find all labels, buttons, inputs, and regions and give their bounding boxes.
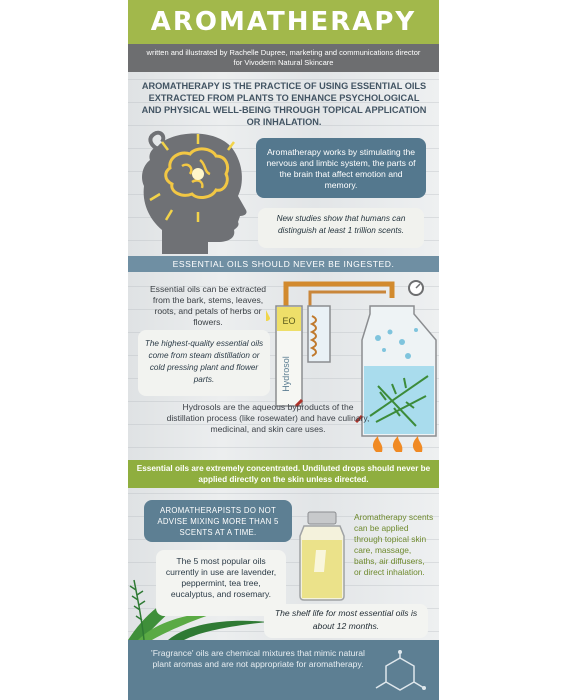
intro-statement: AROMATHERAPY IS THE PRACTICE OF USING ESSENTIAL OILS EXTRACTED FROM PLANTS TO ENHANCE PSYCHOLOGICAL AND PHYSICAL WELL-BEING THROUGH TOPICAL APPLICATION OR INHALATION. (141, 81, 427, 127)
trillion-scents-bubble: New studies show that humans can distinguish at least 1 trillion scents. (258, 208, 424, 248)
oil-drop-icon (266, 310, 270, 321)
eo-label: EO (282, 316, 296, 326)
mixing-advice-bubble: AROMATHERAPISTS DO NOT ADVISE MIXING MORE THAN 5 SCENTS AT A TIME. (144, 500, 292, 542)
title-band (128, 0, 439, 44)
steam-distillation-bubble: The highest-quality essential oils come from steam distillation or cold pressing plant and flower parts. (138, 330, 270, 396)
fragrance-warning-text: 'Fragrance' oils are chemical mixtures that mimic natural plant aromas and are not appropriate for aromatherapy. (151, 648, 365, 669)
molecule-icon (374, 650, 426, 696)
hydrosol-label: Hydrosol (281, 356, 291, 392)
application-methods-text: Aromatherapy scents can be applied through topical skin care, massage, baths, air diffusers, or direct inhalation. (354, 512, 434, 577)
extraction-text: Essential oils can be extracted from the bark, stems, leaves, roots, and petals of herbs or flowers. (149, 284, 267, 327)
limbic-system-bubble: Aromatherapy works by stimulating the nervous and limbic system, the parts of the brain that affect emotion and memory. (256, 138, 426, 198)
ingest-warning-banner: ESSENTIAL OILS SHOULD NEVER BE INGESTED. (128, 256, 439, 272)
condenser-icon (308, 306, 330, 362)
head-brain-illustration (132, 126, 256, 256)
flames-icon (373, 436, 422, 452)
copper-pipe-icon (286, 284, 392, 306)
hydrosol-text: Hydrosols are the aqueous byproducts of the distillation process (like rosewater) and have culinary, medicinal, and skin care uses. (166, 402, 370, 434)
oil-jar-illustration (294, 510, 350, 602)
byline: written and illustrated by Rachelle Dupree, marketing and communications director for Vivoderm Natural Skincare (146, 48, 421, 67)
shelf-life-bubble: The shelf life for most essential oils is about 12 months. (264, 604, 428, 638)
concentrated-warning-banner: Essential oils are extremely concentrated. Undiluted drops should never be applied directly on the skin unless directed. (128, 460, 439, 488)
page-title: AROMATHERAPY (150, 7, 417, 37)
byline-band (128, 44, 439, 72)
popular-oils-bubble: The 5 most popular oils currently in use are lavender, peppermint, tea tree, eucalyptus, and rosemary. (156, 550, 286, 616)
infographic (128, 0, 439, 700)
jar-lid-icon (308, 512, 336, 524)
